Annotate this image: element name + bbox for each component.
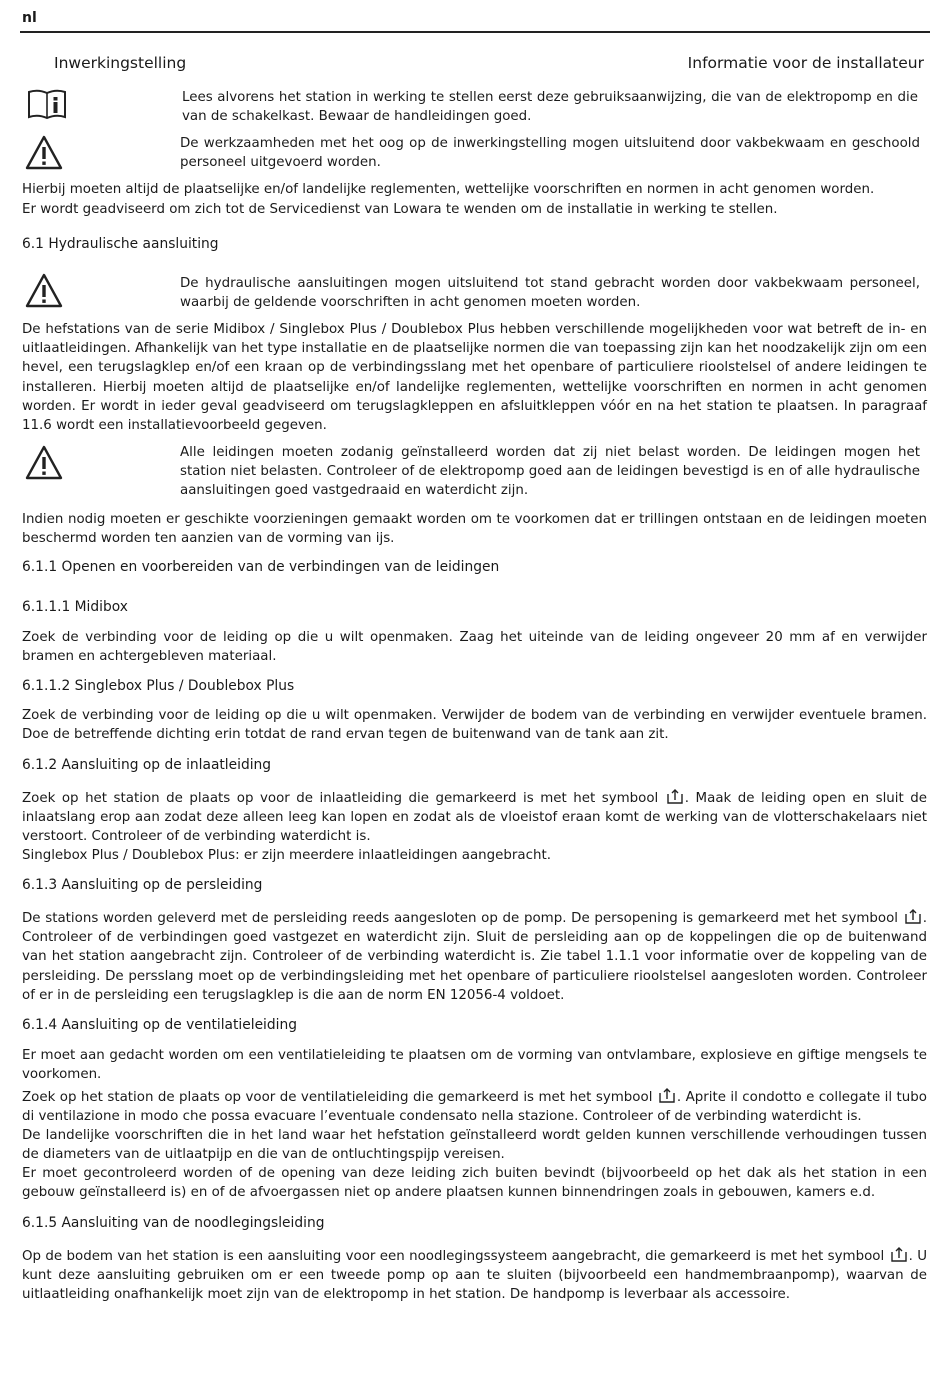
port-symbol-icon (891, 1247, 907, 1262)
audience-title: Informatie voor de installateur (687, 54, 924, 72)
subsection-heading: 6.1.4 Aansluiting op de ventilatieleiding (22, 1017, 297, 1033)
ventilation-text: Er moet gecontroleerd worden of de opening van deze leiding zich buiten bevindt (bijvoorbeeld op het dak als het station in een gebouw geïnstalleerd is) en of de afvoergassen niet op andere plaatsen kunnen binnendringen zoals in gebouwen, kamers e.d. (22, 1166, 927, 1201)
ventilation-text: Er moet aan gedacht worden om een ventilatieleiding te plaatsen om de vorming van ontvlambare, explosieve en giftige mengsels te voorkomen. (22, 1048, 927, 1083)
subsection-heading: 6.1.3 Aansluiting op de persleiding (22, 877, 263, 893)
section-heading: 6.1 Hydraulische aansluiting (22, 236, 219, 252)
inlet-text: Zoek op het station de plaats op voor de inlaatleiding die gemarkeerd is met het symbool . Maak de leiding open en sluit de inlaatslang erop aan zodat deze alleen leeg kan lopen en zodat als de vloeistof eraan komt de werking van de vlotterschakelaars niet verstoort. Controleer of de verbinding waterdicht is. (22, 791, 927, 845)
subsection-heading: 6.1.1.1 Midibox (22, 599, 128, 615)
language-code: nl (22, 10, 37, 26)
section-title: Inwerkingstelling (54, 54, 187, 72)
warning-triangle-icon (24, 444, 64, 482)
subsection-heading: 6.1.1.2 Singlebox Plus / Doublebox Plus (22, 678, 295, 694)
hydraulic-warning: De hydraulische aansluitingen mogen uitsluitend tot stand gebracht worden door vakbekwaam personeel, waarbij de geldende voorschriften in acht genomen moeten worden. (180, 276, 920, 311)
port-symbol-icon (667, 789, 683, 804)
intro-paragraph: Hierbij moeten altijd de plaatselijke en/of landelijke reglementen, wettelijke voorschriften en normen in acht genomen worden. (22, 182, 875, 197)
ventilation-text: De landelijke voorschriften die in het land waar het hefstation geïnstalleerd wordt gelden kunnen verschillende verhoudingen tussen de diameters van de uitlaatpijp en die van de ontluchtingspijp vereisen. (22, 1128, 927, 1163)
header-rule (20, 31, 930, 33)
intro-warning-note: De werkzaamheden met het oog op de inwerkingstelling mogen uitsluitend door vakbekwaam en geschoold personeel uitgevoerd worden. (180, 136, 920, 171)
port-symbol-icon (659, 1088, 675, 1103)
intro-paragraph: Er wordt geadviseerd om zich tot de Servicedienst van Lowara te wenden om de installatie in werking te stellen. (22, 202, 778, 217)
subsection-heading: 6.1.5 Aansluiting van de noodlegingsleiding (22, 1215, 325, 1231)
discharge-text: De stations worden geleverd met de persleiding reeds aangesloten op de pomp. De persopening is gemarkeerd met het symbool . Controleer of de verbindingen goed vastgezet en waterdicht zijn. Sluit de persleiding aan op de koppelingen die op de buitenwand van het station aangebracht zijn. Controleer of de verbinding waterdicht is. Zie tabel 1.1.1 voor informatie over de koppeling van de persleiding. De persslang moet op de verbindingsleiding met het openbare of particuliere rioolstelsel aangesloten worden. Controleer of er in de persleiding een terugslagklep is die aan de norm EN 12056-4 voldoet. (22, 911, 927, 1003)
warning-triangle-icon (24, 272, 64, 310)
port-symbol-icon (905, 909, 921, 924)
book-info-icon (26, 88, 68, 122)
intro-book-note: Lees alvorens het station in werking te stellen eerst deze gebruiksaanwijzing, die van de elektropomp en die van de schakelkast. Bewaar de handleidingen goed. (182, 90, 918, 125)
subsection-heading: 6.1.1 Openen en voorbereiden van de verbindingen van de leidingen (22, 559, 500, 575)
inlet-note: Singlebox Plus / Doublebox Plus: er zijn meerdere inlaatleidingen aangebracht. (22, 848, 551, 863)
pipes-warning: Alle leidingen moeten zodanig geïnstalleerd worden dat zij niet belast worden. De leidingen mogen het station niet belasten. Controleer of de elektropomp goed aan de leidingen bevestigd is en of alle hydraulische aansluitingen goed vastgedraaid en waterdicht zijn. (180, 445, 920, 499)
subsection-heading: 6.1.2 Aansluiting op de inlaatleiding (22, 757, 272, 773)
midibox-text: Zoek de verbinding voor de leiding op die u wilt openmaken. Zaag het uiteinde van de leiding ongeveer 20 mm af en verwijder bramen en achtergebleven materiaal. (22, 630, 927, 665)
warning-triangle-icon (24, 134, 64, 172)
emergency-drain-text: Op de bodem van het station is een aansluiting voor een noodlegingssysteem aangebracht, die gemarkeerd is met het symbool . U kunt deze aansluiting gebruiken om er een tweede pomp op aan te sluiten (bijvoorbeeld een handmembraanpomp), waarvan de uitlaatleiding onafhankelijk moet zijn van de elektropomp in het station. De handpomp is leverbaar als accessoire. (22, 1249, 927, 1303)
ventilation-text: Zoek op het station de plaats op voor de ventilatieleiding die gemarkeerd is met het symbool . Aprite il condotto e collegate il tubo di ventilazione in modo che possa evacuare l’eventuale condensato nella stazione. Controleer of de verbinding waterdicht is. (22, 1090, 927, 1125)
hydraulic-paragraph: De hefstations van de serie Midibox / Singlebox Plus / Doublebox Plus hebben verschillende mogelijkheden voor wat betreft de in- en uitlaatleidingen. Afhankelijk van het type installatie en de plaatselijke normen die van toepassing zijn kan het noodzakelijk zijn om een hevel, een terugslagklep en/of een kraan op de verbindingsslang met het openbare of particuliere rioolstelsel of andere leidingen te installeren. Hierbij moeten altijd de plaatselijke en/of landelijke reglementen, wettelijke voorschriften en normen in acht genomen worden. Er wordt in ieder geval geadviseerd om terugslagkleppen en afsluitkleppen vóór en na het station te plaatsen. In paragraaf 11.6 wordt een installatievoorbeeld gegeven. (22, 322, 928, 434)
singlebox-text: Zoek de verbinding voor de leiding op die u wilt openmaken. Verwijder de bodem van de verbinding en verwijder eventuele bramen. Doe de betreffende dichting erin totdat de rand ervan tegen de buitenwand van de tank aan zit. (22, 708, 927, 743)
frost-paragraph: Indien nodig moeten er geschikte voorzieningen gemaakt worden om te voorkomen dat er trillingen ontstaan en de leidingen moeten beschermd worden ten aanzien van de vorming van ijs. (22, 512, 927, 547)
